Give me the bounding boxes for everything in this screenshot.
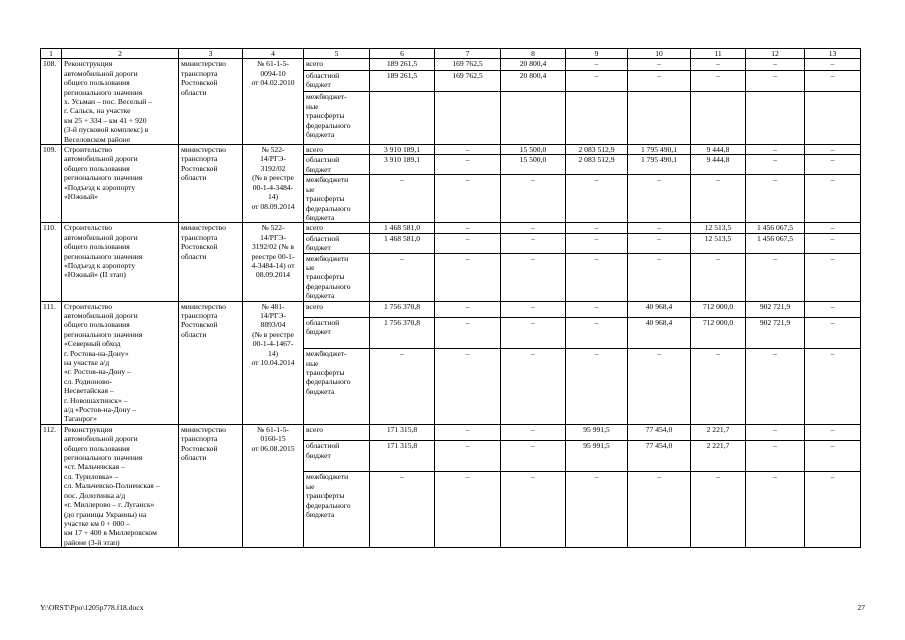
amount-cell: 3 910 189,1 (370, 145, 435, 155)
amount-cell: – (746, 253, 805, 301)
amount-cell: 2 221,7 (691, 424, 746, 440)
funding-source-label: областной бюджет (304, 441, 370, 472)
row-number: 112. (41, 424, 62, 547)
amount-cell: 1 456 067,5 (746, 233, 805, 253)
table-row (41, 145, 861, 155)
amount-cell: – (435, 441, 501, 472)
header-cell: 5 (304, 49, 370, 59)
amount-cell: – (435, 175, 501, 223)
amount-cell: 189 261,5 (370, 70, 435, 92)
header-cell: 4 (243, 49, 304, 59)
amount-cell: – (435, 472, 501, 548)
amount-cell: – (746, 441, 805, 472)
header-cell: 9 (566, 49, 628, 59)
amount-cell: – (435, 253, 501, 301)
document-ref: № 522- 14/РГЭ- 3192/02 (№ в реестре 00-1- 4-3484-14) от 08.09.2014 (243, 223, 304, 301)
amount-cell: – (566, 175, 628, 223)
document-ref: № 61-1-5- 0094-10 от 04.02.2010 (243, 59, 304, 145)
amount-cell: – (691, 70, 746, 92)
amount-cell: – (805, 472, 861, 548)
amount-cell: 9 444,8 (691, 155, 746, 175)
amount-cell: – (501, 253, 566, 301)
amount-cell: 15 500,0 (501, 155, 566, 175)
funding-source-label: всего (304, 424, 370, 440)
table-row (41, 424, 861, 440)
table-row (41, 301, 861, 317)
amount-cell: 20 800,4 (501, 70, 566, 92)
amount-cell: – (628, 59, 691, 70)
funding-source-label: межбюджетн ые трансферты федерального бюджета (304, 175, 370, 223)
amount-cell: 712 000,0 (691, 317, 746, 348)
amount-cell: – (628, 253, 691, 301)
customer-name: министерство транспорта Ростовской области (179, 223, 243, 301)
amount-cell: – (566, 59, 628, 70)
column-number-header (41, 49, 861, 59)
amount-cell: – (566, 253, 628, 301)
header-cell: 12 (746, 49, 805, 59)
amount-cell: – (805, 70, 861, 92)
document-ref: № 61-1-5- 0160-15 от 06.08.2015 (243, 424, 304, 547)
amount-cell: – (435, 349, 501, 425)
amount-cell: – (501, 424, 566, 440)
funding-source-label: всего (304, 223, 370, 233)
amount-cell: 12 513,5 (691, 233, 746, 253)
header-cell: 2 (62, 49, 179, 59)
amount-cell: – (746, 472, 805, 548)
amount-cell: – (566, 472, 628, 548)
amount-cell: 15 500,0 (501, 145, 566, 155)
amount-cell: – (435, 233, 501, 253)
amount-cell: – (746, 59, 805, 70)
amount-cell (628, 92, 691, 145)
header-cell: 11 (691, 49, 746, 59)
amount-cell: 1 795 490,1 (628, 145, 691, 155)
amount-cell (435, 92, 501, 145)
object-name: Реконструкция автомобильной дороги общего пользования регионального значения «ст. Мальчевская – сл. Туриловка» – сл. Мальчевско-Полненская – пос. Долотинка а/д «г. Миллерово – г. Луганск» (до границы Украины) на участке км 0 + 000 – км 17 + 400 в Миллеровском районе (3-й этап) (62, 424, 179, 547)
amount-cell (691, 92, 746, 145)
amount-cell: – (566, 223, 628, 233)
amount-cell: – (805, 349, 861, 425)
amount-cell: – (746, 175, 805, 223)
amount-cell: 171 315,8 (370, 441, 435, 472)
funding-source-label: межбюджетн ые трансферты федерального бюджета (304, 472, 370, 548)
customer-name: министерство транспорта Ростовской области (179, 424, 243, 547)
object-name: Строительство автомобильной дороги общего пользования регионального значения «Подъезд к аэропорту «Южный» (62, 145, 179, 223)
amount-cell: – (746, 155, 805, 175)
amount-cell (370, 92, 435, 145)
amount-cell: – (566, 317, 628, 348)
footer-file-path: Y:\ORST\Ppo\1205p778.f18.docx (40, 603, 144, 612)
amount-cell: 1 756 370,8 (370, 317, 435, 348)
amount-cell: – (370, 175, 435, 223)
footer-page-number: 27 (857, 603, 865, 612)
amount-cell: – (805, 155, 861, 175)
amount-cell: 189 261,5 (370, 59, 435, 70)
amount-cell: – (370, 253, 435, 301)
amount-cell: – (628, 349, 691, 425)
amount-cell: – (370, 349, 435, 425)
amount-cell: 712 000,0 (691, 301, 746, 317)
amount-cell: – (566, 349, 628, 425)
amount-cell: 40 968,4 (628, 301, 691, 317)
header-cell: 6 (370, 49, 435, 59)
amount-cell: – (805, 424, 861, 440)
amount-cell: – (805, 301, 861, 317)
amount-cell (746, 92, 805, 145)
amount-cell: – (435, 424, 501, 440)
amount-cell: – (691, 349, 746, 425)
header-cell: 13 (805, 49, 861, 59)
funding-source-label: областной бюджет (304, 233, 370, 253)
amount-cell: – (691, 472, 746, 548)
amount-cell: – (746, 349, 805, 425)
amount-cell (501, 92, 566, 145)
document-ref: № 522- 14/РГЭ- 3192/02 (№ в реестре 00-1-4-3484- 14) от 08.09.2014 (243, 145, 304, 223)
amount-cell: 12 513,5 (691, 223, 746, 233)
amount-cell (805, 92, 861, 145)
amount-cell: – (628, 70, 691, 92)
funding-source-label: межбюджетн ые трансферты федерального бюджета (304, 253, 370, 301)
header-cell: 8 (501, 49, 566, 59)
amount-cell: 77 454,0 (628, 424, 691, 440)
amount-cell: – (628, 223, 691, 233)
amount-cell: – (691, 175, 746, 223)
amount-cell: 169 762,5 (435, 59, 501, 70)
amount-cell: – (746, 145, 805, 155)
amount-cell: 9 444,8 (691, 145, 746, 155)
customer-name: министерство транспорта Ростовской области (179, 301, 243, 424)
object-name: Строительство автомобильной дороги общего пользования регионального значения «Северный обход г. Ростова-на-Дону» на участке а/д «г. Ростов-на-Дону – сл. Родионово- Несветайская – г. Новошахтинск» – а/д «Ростов-на-Дону – Таганрог» (62, 301, 179, 424)
amount-cell: – (501, 349, 566, 425)
header-cell: 10 (628, 49, 691, 59)
funding-source-label: межбюджет- ные трансферты федерального бюджета (304, 92, 370, 145)
funding-source-label: областной бюджет (304, 155, 370, 175)
amount-cell: – (501, 441, 566, 472)
amount-cell: 2 083 512,9 (566, 145, 628, 155)
amount-cell: 169 762,5 (435, 70, 501, 92)
amount-cell: – (805, 233, 861, 253)
header-cell: 3 (179, 49, 243, 59)
amount-cell: 77 454,0 (628, 441, 691, 472)
funding-source-label: всего (304, 59, 370, 70)
amount-cell: – (566, 301, 628, 317)
amount-cell: – (805, 253, 861, 301)
amount-cell: – (805, 145, 861, 155)
object-name: Строительство автомобильной дороги общего пользования регионального значения «Подъезд к аэропорту «Южный» (II этап) (62, 223, 179, 301)
amount-cell: 1 468 581,0 (370, 223, 435, 233)
amount-cell: – (628, 472, 691, 548)
funding-source-label: межбюджет- ные трансферты федерального бюджета (304, 349, 370, 425)
amount-cell: – (435, 155, 501, 175)
amount-cell: – (501, 233, 566, 253)
amount-cell: 1 456 067,5 (746, 223, 805, 233)
amount-cell: – (628, 175, 691, 223)
amount-cell: 1 756 370,8 (370, 301, 435, 317)
amount-cell: – (805, 441, 861, 472)
program-table (40, 48, 861, 548)
row-number: 111. (41, 301, 62, 424)
amount-cell: – (566, 70, 628, 92)
amount-cell (566, 92, 628, 145)
row-number: 110. (41, 223, 62, 301)
amount-cell: 2 221,7 (691, 441, 746, 472)
amount-cell: – (501, 472, 566, 548)
amount-cell: – (435, 301, 501, 317)
amount-cell: – (805, 317, 861, 348)
amount-cell: 902 721,9 (746, 317, 805, 348)
amount-cell: – (691, 59, 746, 70)
amount-cell: – (501, 301, 566, 317)
amount-cell: – (501, 317, 566, 348)
amount-cell: – (746, 424, 805, 440)
amount-cell: – (435, 317, 501, 348)
funding-source-label: областной бюджет (304, 70, 370, 92)
amount-cell: – (805, 59, 861, 70)
amount-cell: 40 968,4 (628, 317, 691, 348)
amount-cell: – (435, 145, 501, 155)
table-row (41, 223, 861, 233)
funding-source-label: всего (304, 301, 370, 317)
amount-cell: 95 991,5 (566, 424, 628, 440)
row-number: 108. (41, 59, 62, 145)
funding-source-label: всего (304, 145, 370, 155)
amount-cell: 3 910 189,1 (370, 155, 435, 175)
header-cell: 7 (435, 49, 501, 59)
amount-cell: 2 083 512,9 (566, 155, 628, 175)
amount-cell: – (805, 223, 861, 233)
amount-cell: – (805, 175, 861, 223)
amount-cell: – (501, 175, 566, 223)
customer-name: министерство транспорта Ростовской области (179, 145, 243, 223)
amount-cell: – (370, 472, 435, 548)
amount-cell: – (566, 233, 628, 253)
funding-source-label: областной бюджет (304, 317, 370, 348)
customer-name: министерство транспорта Ростовской области (179, 59, 243, 145)
amount-cell: 20 800,4 (501, 59, 566, 70)
amount-cell: 95 991,5 (566, 441, 628, 472)
object-name: Реконструкция автомобильной дороги общего пользования регионального значения х. Усьман – пос. Веселый – г. Сальск, на участке км 25 + 334 – км 41 + 920 (3-й пусковой комплекс) в Веселовском районе (62, 59, 179, 145)
amount-cell: 171 315,8 (370, 424, 435, 440)
amount-cell: 902 721,9 (746, 301, 805, 317)
amount-cell: 1 468 581,0 (370, 233, 435, 253)
amount-cell: – (628, 233, 691, 253)
document-ref: № 481- 14/РГЭ- 8893/04 (№ в реестре 00-1-4-1467- 14) от 10.04.2014 (243, 301, 304, 424)
row-number: 109. (41, 145, 62, 223)
amount-cell: – (435, 223, 501, 233)
amount-cell: 1 795 490,1 (628, 155, 691, 175)
amount-cell: – (501, 223, 566, 233)
amount-cell: – (691, 253, 746, 301)
amount-cell: – (746, 70, 805, 92)
header-cell: 1 (41, 49, 62, 59)
table-row (41, 59, 861, 70)
